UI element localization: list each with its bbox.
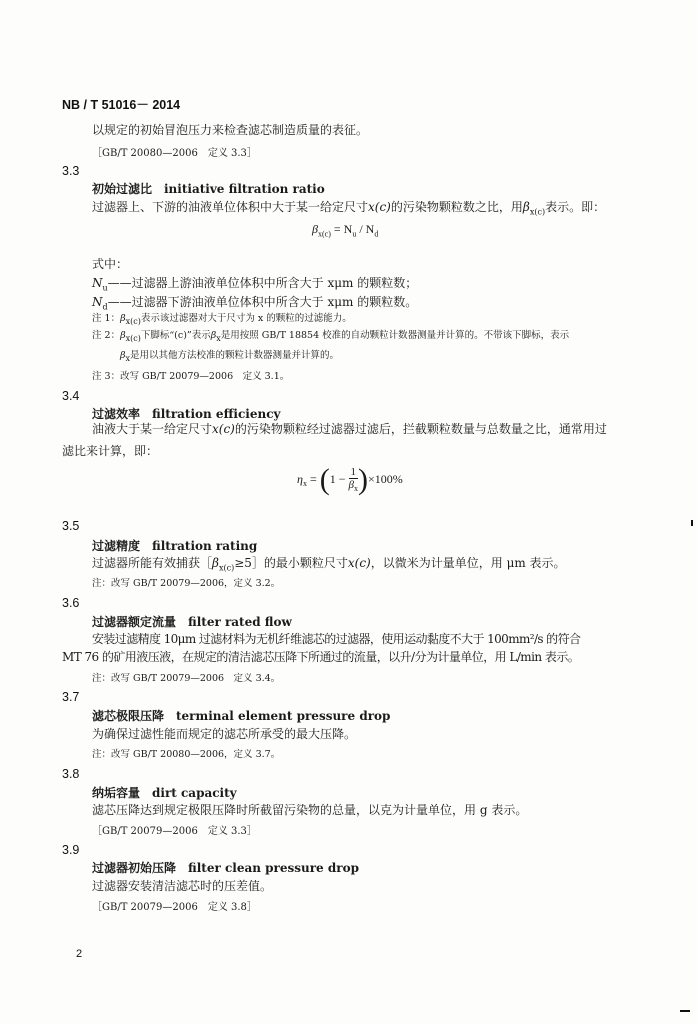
reference-3-9: ［GB/T 20079—2006 定义 3.8］ bbox=[92, 902, 257, 913]
definition-3-3: 过滤器上、下游的油液单位体积中大于某一给定尺寸x(c)的污染物颗粒数之比，用$\beta_{x(c)}$表示。即： bbox=[92, 200, 606, 217]
section-number-3-8: 3.8 bbox=[62, 767, 80, 781]
reference-3-8: ［GB/T 20079—2006 定义 3.3］ bbox=[92, 826, 257, 837]
definition-3-5: 过滤器所能有效捕获$[\beta_{x(c)}\ge 5]$的最小颗粒尺寸x(c)，以微米为计量单位，用 μm 表示。 bbox=[92, 556, 566, 573]
section-number-3-9: 3.9 bbox=[62, 843, 80, 857]
scan-artifact bbox=[680, 1010, 690, 1012]
standard-header: NB / T 51016－ 2014 bbox=[62, 98, 181, 112]
term-3-3: 初始过滤比 initiative filtration ratio bbox=[92, 182, 325, 196]
term-3-6: 过滤器额定流量 filter rated flow bbox=[92, 615, 292, 629]
note-2-line-1: 注 2：$\beta_{x(c)}$下脚标“(c)”表示$\beta_x$是用按照 GB/T 18854 校准的自动颗粒计数器测量并计算的。不带该下脚标，表示 bbox=[92, 330, 570, 343]
formula-eta: $\eta_x = (1$ − $\frac{1}{\beta_x}$ )×100% bbox=[297, 463, 403, 496]
note-3-5: 注：改写 GB/T 20079—2006，定义 3.2。 bbox=[92, 578, 281, 589]
definition-3-8: 滤芯压降达到规定极限压降时所截留污染物的总量，以克为计量单位，用 g 表示。 bbox=[92, 803, 528, 817]
scan-artifact bbox=[691, 520, 693, 526]
section-number-3-7: 3.7 bbox=[62, 690, 80, 704]
section-number-3-4: 3.4 bbox=[62, 389, 80, 403]
section-number-3-3: 3.3 bbox=[62, 164, 80, 178]
page-number: 2 bbox=[76, 948, 83, 960]
continued-definition: 以规定的初始冒泡压力来检查滤芯制造质量的表征。 bbox=[92, 123, 369, 137]
symbol-nd: $N_d——$过滤器下游油液单位体积中所含大于 xμm 的颗粒数。 bbox=[92, 295, 418, 312]
section-number-3-5: 3.5 bbox=[62, 519, 80, 533]
definition-3-4-line-1: 油液大于某一给定尺寸x(c)的污染物颗粒经过滤器过滤后，拦截颗粒数量与总数量之比，通常用过 bbox=[92, 422, 607, 436]
term-3-5: 过滤精度 filtration rating bbox=[92, 539, 258, 553]
symbol-nu: $N_u——$过滤器上游油液单位体积中所含大于 xμm 的颗粒数； bbox=[92, 276, 418, 293]
note-3: 注 3：改写 GB/T 20079—2006 定义 3.1。 bbox=[92, 371, 290, 382]
where-label: 式中： bbox=[92, 257, 129, 271]
definition-3-7: 为确保过滤性能而规定的滤芯所承受的最大压降。 bbox=[92, 727, 357, 741]
term-3-7: 滤芯极限压降 terminal element pressure drop bbox=[92, 709, 391, 723]
note-2-line-2: $\beta_x$是用以其他方法校准的颗粒计数器测量并计算的。 bbox=[120, 350, 340, 363]
note-3-7: 注：改写 GB/T 20080—2006，定义 3.7。 bbox=[92, 749, 281, 760]
note-3-6: 注：改写 GB/T 20079—2006 定义 3.4。 bbox=[92, 673, 281, 684]
term-3-4: 过滤效率 filtration efficiency bbox=[92, 407, 281, 421]
definition-3-6-line-1: 安装过滤精度 10μm 过滤材料为无机纤维滤芯的过滤器，使用运动黏度不大于 100mm²/s 的符合 bbox=[92, 632, 581, 646]
continued-reference: ［GB/T 20080—2006 定义 3.3］ bbox=[92, 148, 257, 159]
term-3-9: 过滤器初始压降 filter clean pressure drop bbox=[92, 861, 359, 875]
section-number-3-6: 3.6 bbox=[62, 596, 80, 610]
term-3-8: 纳垢容量 dirt capacity bbox=[92, 786, 237, 800]
formula-beta: $\beta_{x(c)} = N_u / N_d$ bbox=[312, 222, 379, 239]
note-1: 注 1：$\beta_{x(c)}$表示该过滤器对大于尺寸为 x 的颗粒的过滤能力。 bbox=[92, 313, 352, 326]
definition-3-9: 过滤器安装清洁滤芯时的压差值。 bbox=[92, 879, 273, 893]
definition-3-4-line-2: 滤比来计算，即： bbox=[62, 444, 159, 458]
definition-3-6-line-2: MT 76 的矿用液压液，在规定的清洁滤芯压降下所通过的流量，以升/分为计量单位，用 L/min 表示。 bbox=[62, 650, 580, 664]
